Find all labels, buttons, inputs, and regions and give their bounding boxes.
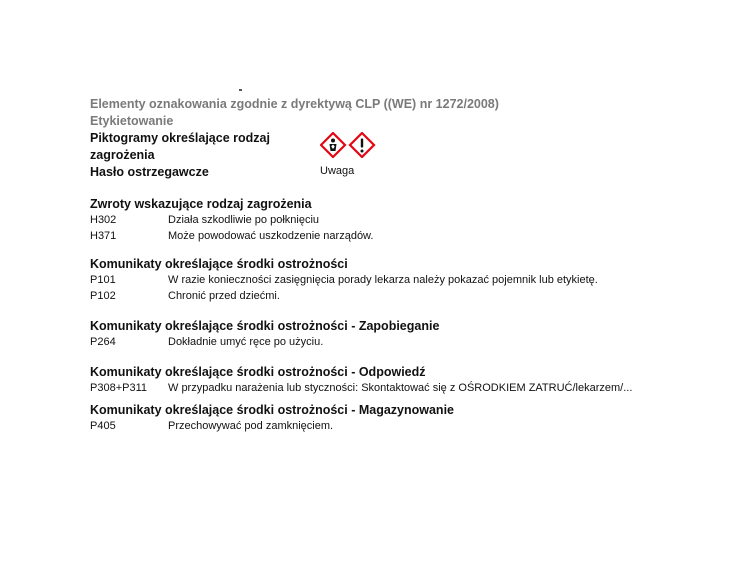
pictograms-label-line1: Piktogramy określające rodzaj: [90, 131, 270, 145]
statement-code: P102: [90, 290, 116, 302]
statement-code: P405: [90, 420, 116, 432]
storage-statements-section: [90, 402, 730, 434]
stray-mark: [239, 89, 242, 91]
statement-code: P264: [90, 336, 116, 348]
statement-text: Chronić przed dziećmi.: [168, 290, 280, 302]
statement-row: [90, 418, 730, 434]
ghs08-health-hazard-icon: [321, 133, 345, 157]
statement-text: W razie konieczności zasięgnięcia porady lekarza należy pokazać pojemnik lub etykietę.: [168, 274, 598, 286]
statement-text: Przechowywać pod zamknięciem.: [168, 420, 334, 432]
statement-text: Może powodować uszkodzenie narządów.: [168, 230, 374, 242]
document-title: Elementy oznakowania zgodnie z dyrektywą CLP ((WE) nr 1272/2008): [90, 97, 499, 111]
signal-word-label: Hasło ostrzegawcze: [90, 165, 209, 179]
labeling-block: [90, 130, 730, 184]
statement-row: [90, 228, 730, 244]
statement-text: W przypadku narażenia lub styczności: Skontaktować się z OŚRODKIEM ZATRUĆ/lekarzem/...: [168, 382, 633, 394]
prevention-statements-section: [90, 318, 730, 350]
hazard-statements-section: [90, 196, 730, 244]
statement-code: P308+P311: [90, 382, 147, 394]
section-title: Zwroty wskazujące rodzaj zagrożenia: [90, 197, 312, 211]
statement-row: [90, 380, 730, 396]
statement-row: [90, 334, 730, 350]
statement-row: [90, 288, 730, 304]
statement-row: [90, 272, 730, 288]
statement-code: P101: [90, 274, 116, 286]
signal-word-value: Uwaga: [320, 165, 355, 177]
precautionary-statements-section: [90, 256, 730, 304]
statement-text: Działa szkodliwie po połknięciu: [168, 214, 320, 226]
section-title: Komunikaty określające środki ostrożności - Odpowiedź: [90, 365, 426, 379]
statement-text: Dokładnie umyć ręce po użyciu.: [168, 336, 324, 348]
section-title: Komunikaty określające środki ostrożności: [90, 257, 348, 271]
section-title: Komunikaty określające środki ostrożności - Magazynowanie: [90, 403, 454, 417]
hazard-pictograms: [320, 132, 376, 158]
ghs07-exclamation-mark-icon: [350, 133, 374, 157]
section-title: Komunikaty określające środki ostrożności - Zapobieganie: [90, 319, 440, 333]
statement-row: [90, 212, 730, 228]
statement-code: H302: [90, 214, 117, 226]
clp-label-document: [90, 96, 730, 434]
response-statements-section: [90, 364, 730, 396]
document-subtitle: Etykietowanie: [90, 114, 174, 128]
pictograms-label-line2: zagrożenia: [90, 148, 155, 162]
statement-code: H371: [90, 230, 117, 242]
